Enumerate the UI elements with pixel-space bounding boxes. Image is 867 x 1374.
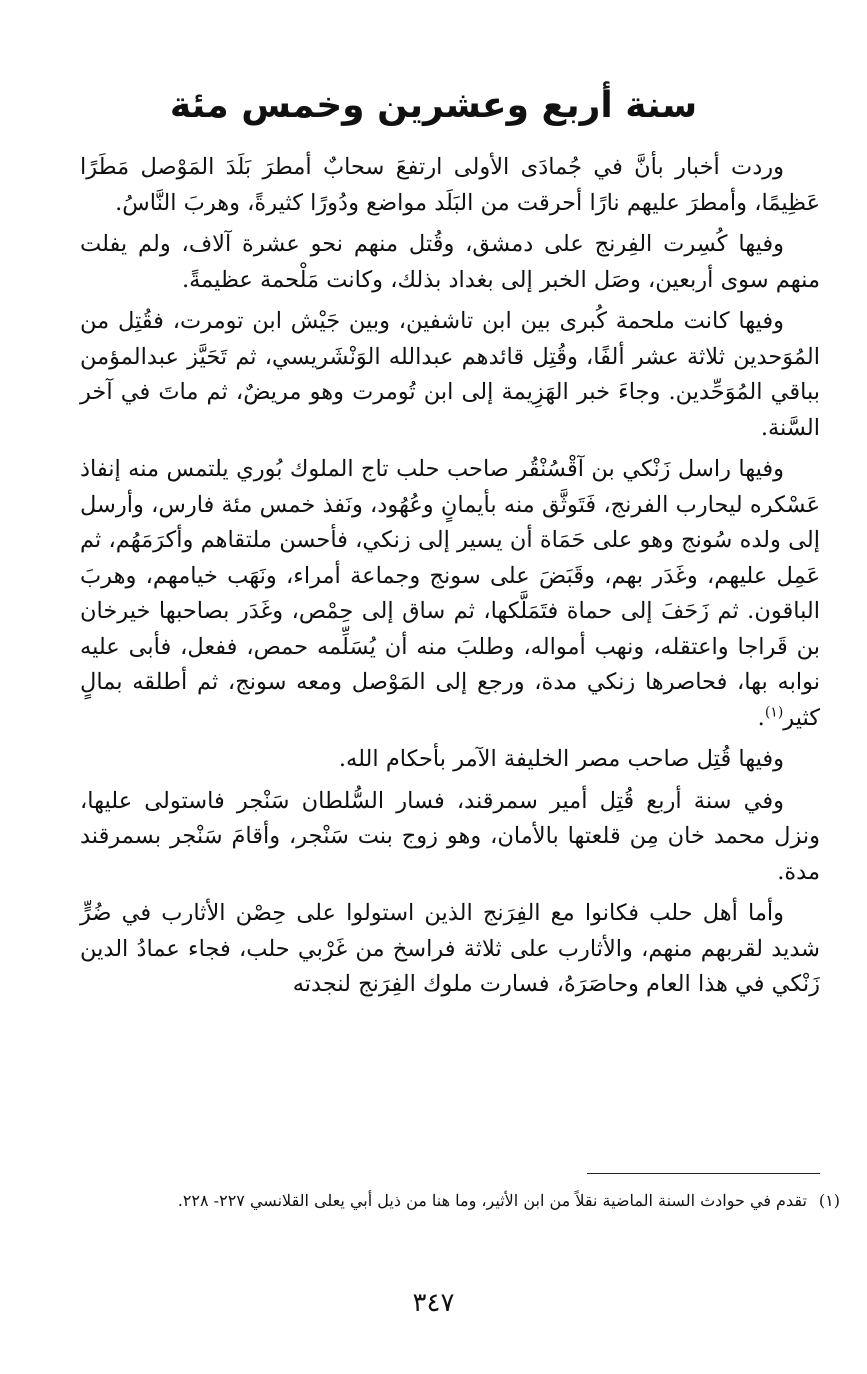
footnote-marker: (١)	[818, 1191, 840, 1210]
page-number: ٣٤٧	[412, 1288, 455, 1318]
paragraph-ibn-tumart: وفيها كانت ملحمة كُبرى بين ابن تاشفين، وبين جَيْش ابن تومرت، فقُتِل من المُوَحدين ثلاثة عشر ألفًا، وقُتِل قائدهم عبدالله الوَنْشَريسي، ثم تَحَيَّز عبدالمؤمن بباقي المُوَحِّدين. وجاءَ خبر الهَزِيمة إلى ابن تُومرت وهو مريضٌ، ثم ماتَ في آخر السَّنة.	[80, 308, 820, 441]
footnote	[80, 1186, 840, 1216]
paragraph-amir-killed: وفيها قُتِل صاحب مصر الخليفة الآمر بأحكام الله.	[338, 746, 784, 772]
paragraph-zengi-hama-text: وفيها راسل زَنْكي بن آقْسُنْقُر صاحب حلب تاج الملوك بُوري يلتمس منه إنفاذ عَسْكره ليحارب الفرنج، فَتَوثَّق منه بأيمانٍ وعُهُود، ونَفذ خمس مئة فارس، وأرسل إلى ولده سُونج وهو على حَمَاة أن يسير إلى زنكي، فأحسن ملتقاهم وأكرَمَهُم، ثم عَمِل عليهم، وغَدَر بهم، وقَبَضَ على سونج وجماعة أمراء، ونَهَب خيامهم، وهربَ الباقون. ثم زَحَفَ إلى حماة فتَمَلَّكها، ثم ساق إلى حِمْص، وغَدَر بصاحبها خيرخان بن قَراجا واعتقله، ونهب أمواله، وطلبَ منه أن يُسَلِّمه حمص، ففعل، فأبى عليه نوابه بها، فحاصرها زنكي مدة، ورجع إلى المَوْصل ومعه سونج، ثم أطلقه بمالٍ كثير	[80, 456, 820, 731]
paragraph-aleppo-atharib: وأما أهل حلب فكانوا مع الفِرَنج الذين استولوا على حِصْن الأثارب في ضُرٍّ شديد لقربهم منهم، والأثارب على ثلاثة فراسخ من غَرْبي حلب، فجاء عمادُ الدين زَنْكي في هذا العام وحاصَرَهُ، فسارت ملوك الفِرَنج لنجدته	[80, 900, 820, 997]
paragraph-samarkand: وفي سنة أربع قُتِل أمير سمرقند، فسار السُّلطان سَنْجر فاستولى عليها، ونزل محمد خان مِن قلعتها بالأمان، وهو زوج بنت سَنْجر، وأقامَ سَنْجر بسمرقند مدة.	[80, 787, 820, 885]
paragraph-mosul-storm: وردت أخبار بأنَّ في جُمادَى الأولى ارتفعَ سحابٌ أمطرَ بَلَدَ المَوْصل مَطَرًا عَظِيمًا، وأمطرَ عليهم نارًا أحرقت من البَلَد مواضع ودُورًا كثيرةً، وهربَ النَّاسُ.	[80, 154, 820, 216]
paragraph-zengi-hama-end: .	[757, 704, 765, 731]
paragraph-damascus-battle: وفيها كُسِرت الفِرنج على دمشق، وقُتل منهم نحو عشرة آلاف، ولم يفلت منهم سوى أربعين، وصَل الخبر إلى بغداد بذلك، وكانت مَلْحمة عظيمةً.	[80, 231, 820, 293]
footnote-divider	[587, 1173, 820, 1174]
footnote-text: تقدم في حوادث السنة الماضية نقلاً من ابن الأثير، وما هنا من ذيل أبي يعلى القلانسي ٢٢٧- ٢٢٨.	[177, 1191, 807, 1210]
main-text	[80, 150, 820, 1009]
chapter-title: سنة أربع وعشرين وخمس مئة	[169, 85, 698, 126]
footnote-reference[interactable]: (١)	[764, 704, 784, 720]
paragraph-zengi-hama	[80, 452, 820, 736]
